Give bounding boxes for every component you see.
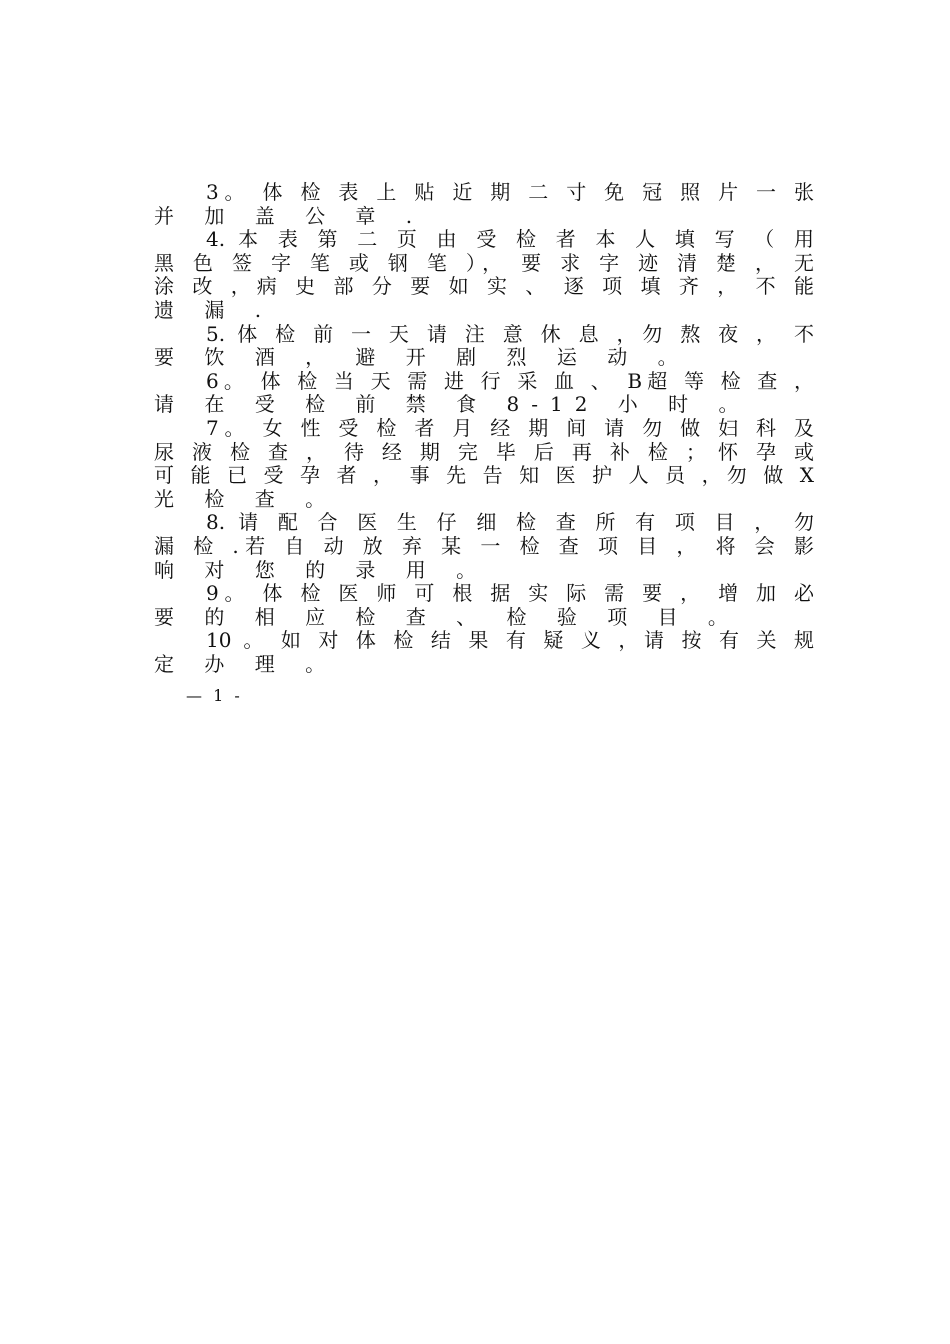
notice-line: 3。 体 检 表 上 贴 近 期 二 寸 免 冠 照 片 一 张 [206,181,814,204]
notice-line: 10 。 如 对 体 检 结 果 有 疑 义 ，请 按 有 关 规 [206,629,814,653]
notice-line: 6。 体 检 当 天 需 进 行 采 血 、 B超 等 检 查 ， [206,369,814,393]
notice-line: 并 加 盖 公 章 . [154,204,425,228]
notice-line: 可 能 已 受 孕 者 ， 事 先 告 知 医 护 人 员 ，勿 做 X [154,464,814,488]
notice-text-block [154,181,814,676]
notice-line: 定 办 理 。 [154,652,338,676]
notice-line: 要 的 相 应 检 查 、 检 验 项 目 。 [154,605,740,629]
notice-line: 遗 漏 . [154,298,274,322]
notice-line: 9。 体 检 医 师 可 根 据 实 际 需 要 ， 增 加 必 [206,582,814,606]
notice-line: 要 饮 酒 ， 避 开 剧 烈 运 动 。 [154,346,690,370]
notice-line: 8. 请 配 合 医 生 仔 细 检 查 所 有 项 目 ， 勿 [206,511,814,535]
notice-line: 请 在 受 检 前 禁 食 8-12 小 时 。 [154,393,751,417]
notice-line: 7。 女 性 受 检 者 月 经 期 间 请 勿 做 妇 科 及 [206,416,814,440]
notice-line: 漏 检 .若 自 动 放 弃 某 一 检 查 项 目 ， 将 会 影 [154,534,814,558]
notice-line: 5. 体 检 前 一 天 请 注 意 休 息 ，勿 熬 夜 ， 不 [206,322,814,346]
notice-line: 光 检 查 。 [154,487,338,511]
notice-line: 尿 液 检 查 ， 待 经 期 完 毕 后 再 补 检 ； 怀 孕 或 [154,440,814,464]
notice-line: 4. 本 表 第 二 页 由 受 检 者 本 人 填 写 （ 用 [206,228,814,252]
notice-line: 响 对 您 的 录 用 。 [154,558,489,582]
notice-line: 黑 色 签 字 笔 或 钢 笔 ）， 要 求 字 迹 清 楚 ， 无 [154,251,814,275]
notice-line: 涂 改 ，病 史 部 分 要 如 实 、 逐 项 填 齐 ， 不 能 [154,275,814,299]
page-number: — 1 - [186,686,243,705]
